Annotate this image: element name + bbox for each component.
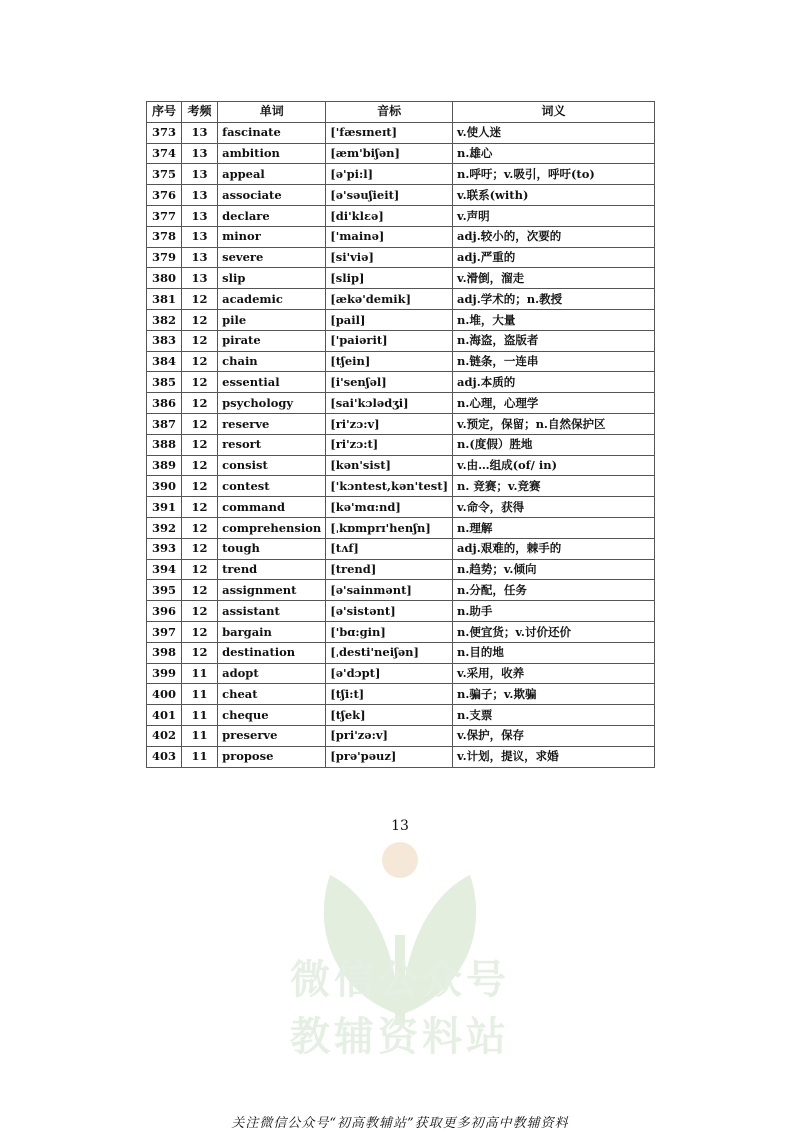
row-frequency: 12 — [181, 538, 217, 559]
row-word: essential — [218, 372, 326, 393]
row-number: 396 — [147, 601, 182, 622]
row-word: minor — [218, 226, 326, 247]
table-row — [147, 122, 655, 143]
table-row — [147, 705, 655, 726]
row-phonetic: [ækə'demik] — [326, 289, 453, 310]
row-number: 394 — [147, 559, 182, 580]
row-phonetic: [sai'kɔlədʒi] — [326, 393, 453, 414]
row-meaning: adj.严重的 — [453, 247, 655, 268]
row-phonetic: [si'viə] — [326, 247, 453, 268]
row-word: assignment — [218, 580, 326, 601]
row-number: 399 — [147, 663, 182, 684]
table-row — [147, 725, 655, 746]
row-number: 379 — [147, 247, 182, 268]
table-row — [147, 455, 655, 476]
row-number: 381 — [147, 289, 182, 310]
row-word: associate — [218, 185, 326, 206]
row-word: psychology — [218, 393, 326, 414]
row-frequency: 12 — [181, 497, 217, 518]
row-number: 403 — [147, 746, 182, 767]
row-frequency: 13 — [181, 268, 217, 289]
table-row — [147, 497, 655, 518]
header-phonetic: 音标 — [326, 102, 453, 123]
row-phonetic: [ə'pi:l] — [326, 164, 453, 185]
row-meaning: n.趋势；v.倾向 — [453, 559, 655, 580]
row-number: 380 — [147, 268, 182, 289]
row-word: destination — [218, 642, 326, 663]
table-row — [147, 413, 655, 434]
row-meaning: adj.本质的 — [453, 372, 655, 393]
row-frequency: 13 — [181, 226, 217, 247]
row-word: academic — [218, 289, 326, 310]
row-number: 388 — [147, 434, 182, 455]
row-number: 376 — [147, 185, 182, 206]
row-phonetic: [ri'zɔ:v] — [326, 413, 453, 434]
table-row — [147, 663, 655, 684]
header-frequency: 考频 — [181, 102, 217, 123]
table-header-row — [147, 102, 655, 123]
table-row — [147, 247, 655, 268]
header-number: 序号 — [147, 102, 182, 123]
row-word: fascinate — [218, 122, 326, 143]
row-meaning: n.雄心 — [453, 143, 655, 164]
row-frequency: 12 — [181, 330, 217, 351]
row-meaning: v.由…组成(of/ in) — [453, 455, 655, 476]
row-word: command — [218, 497, 326, 518]
watermark-line-2: 教辅资料站 — [290, 1014, 510, 1060]
row-word: tough — [218, 538, 326, 559]
page-number: 13 — [391, 818, 409, 834]
row-meaning: n.支票 — [453, 705, 655, 726]
row-word: declare — [218, 205, 326, 226]
row-number: 385 — [147, 372, 182, 393]
row-frequency: 12 — [181, 351, 217, 372]
row-frequency: 11 — [181, 746, 217, 767]
row-word: bargain — [218, 621, 326, 642]
row-number: 383 — [147, 330, 182, 351]
row-number: 397 — [147, 621, 182, 642]
row-word: cheque — [218, 705, 326, 726]
row-meaning: n.(度假）胜地 — [453, 434, 655, 455]
row-word: pile — [218, 309, 326, 330]
row-phonetic: [æm'biʃən] — [326, 143, 453, 164]
row-number: 402 — [147, 725, 182, 746]
row-number: 377 — [147, 205, 182, 226]
watermark-line-1: 微信公众号 — [290, 957, 510, 1003]
row-meaning: adj.艰难的，棘手的 — [453, 538, 655, 559]
row-word: comprehension — [218, 517, 326, 538]
row-frequency: 11 — [181, 684, 217, 705]
row-frequency: 11 — [181, 705, 217, 726]
header-meaning: 词义 — [453, 102, 655, 123]
row-number: 389 — [147, 455, 182, 476]
table-row — [147, 205, 655, 226]
row-word: trend — [218, 559, 326, 580]
row-word: slip — [218, 268, 326, 289]
row-frequency: 13 — [181, 122, 217, 143]
row-meaning: adj.学术的；n.教授 — [453, 289, 655, 310]
row-number: 390 — [147, 476, 182, 497]
row-phonetic: [slip] — [326, 268, 453, 289]
row-phonetic: [ə'dɔpt] — [326, 663, 453, 684]
table-row — [147, 601, 655, 622]
row-phonetic: [ə'səuʃieit] — [326, 185, 453, 206]
row-phonetic: [tʌf] — [326, 538, 453, 559]
row-number: 400 — [147, 684, 182, 705]
table-row — [147, 289, 655, 310]
row-frequency: 13 — [181, 164, 217, 185]
row-meaning: v.预定，保留；n.自然保护区 — [453, 413, 655, 434]
row-phonetic: ['kɔntest,kən'test] — [326, 476, 453, 497]
row-frequency: 12 — [181, 455, 217, 476]
row-number: 374 — [147, 143, 182, 164]
row-phonetic: [tʃi:t] — [326, 684, 453, 705]
row-meaning: n.骗子；v.欺骗 — [453, 684, 655, 705]
table-row — [147, 746, 655, 767]
row-phonetic: ['mainə] — [326, 226, 453, 247]
row-number: 375 — [147, 164, 182, 185]
table-row — [147, 351, 655, 372]
row-phonetic: [tʃein] — [326, 351, 453, 372]
row-meaning: v.保护，保存 — [453, 725, 655, 746]
table-row — [147, 538, 655, 559]
row-frequency: 12 — [181, 309, 217, 330]
row-word: reserve — [218, 413, 326, 434]
table-row — [147, 559, 655, 580]
row-meaning: n.目的地 — [453, 642, 655, 663]
row-meaning: n.呼吁；v.吸引，呼吁(to) — [453, 164, 655, 185]
row-meaning: v.计划，提议，求婚 — [453, 746, 655, 767]
row-meaning: v.声明 — [453, 205, 655, 226]
footer-note: 关注微信公众号“初高教辅站”获取更多初高中教辅资料 — [231, 1116, 569, 1131]
row-phonetic: [prə'pəuz] — [326, 746, 453, 767]
row-meaning: v.采用，收养 — [453, 663, 655, 684]
row-phonetic: [ˌkɒmprɪ'henʃn] — [326, 517, 453, 538]
row-phonetic: ['fæsɪneɪt] — [326, 122, 453, 143]
row-frequency: 11 — [181, 725, 217, 746]
row-frequency: 13 — [181, 247, 217, 268]
row-phonetic: [ˌdesti'neiʃən] — [326, 642, 453, 663]
row-frequency: 12 — [181, 393, 217, 414]
row-frequency: 12 — [181, 289, 217, 310]
row-phonetic: ['paiərit] — [326, 330, 453, 351]
row-number: 392 — [147, 517, 182, 538]
row-meaning: n.理解 — [453, 517, 655, 538]
row-frequency: 12 — [181, 413, 217, 434]
row-phonetic: [pail] — [326, 309, 453, 330]
row-frequency: 12 — [181, 434, 217, 455]
row-phonetic: [kən'sist] — [326, 455, 453, 476]
row-meaning: adj.较小的，次要的 — [453, 226, 655, 247]
row-phonetic: [di'klɛə] — [326, 205, 453, 226]
row-number: 373 — [147, 122, 182, 143]
row-meaning: n.链条，一连串 — [453, 351, 655, 372]
table-row — [147, 309, 655, 330]
row-frequency: 12 — [181, 642, 217, 663]
table-row — [147, 580, 655, 601]
row-phonetic: [i'senʃəl] — [326, 372, 453, 393]
row-frequency: 12 — [181, 580, 217, 601]
table-row — [147, 226, 655, 247]
row-word: appeal — [218, 164, 326, 185]
table-row — [147, 268, 655, 289]
row-frequency: 13 — [181, 143, 217, 164]
row-number: 391 — [147, 497, 182, 518]
row-frequency: 11 — [181, 663, 217, 684]
row-word: cheat — [218, 684, 326, 705]
table-row — [147, 393, 655, 414]
vocabulary-table — [146, 101, 655, 768]
row-word: propose — [218, 746, 326, 767]
row-frequency: 12 — [181, 621, 217, 642]
row-phonetic: ['bɑ:gin] — [326, 621, 453, 642]
row-word: consist — [218, 455, 326, 476]
table-row — [147, 330, 655, 351]
header-word: 单词 — [218, 102, 326, 123]
row-number: 382 — [147, 309, 182, 330]
row-frequency: 13 — [181, 205, 217, 226]
row-frequency: 12 — [181, 476, 217, 497]
row-word: severe — [218, 247, 326, 268]
row-meaning: n.堆，大量 — [453, 309, 655, 330]
row-meaning: v.滑倒，溜走 — [453, 268, 655, 289]
row-word: pirate — [218, 330, 326, 351]
row-frequency: 12 — [181, 559, 217, 580]
row-meaning: n.分配，任务 — [453, 580, 655, 601]
row-phonetic: [ri'zɔ:t] — [326, 434, 453, 455]
table-row — [147, 434, 655, 455]
table-row — [147, 517, 655, 538]
row-meaning: n. 竞赛；v.竞赛 — [453, 476, 655, 497]
row-meaning: n.便宜货；v.讨价还价 — [453, 621, 655, 642]
row-number: 386 — [147, 393, 182, 414]
row-meaning: n.心理，心理学 — [453, 393, 655, 414]
row-word: contest — [218, 476, 326, 497]
row-number: 387 — [147, 413, 182, 434]
table-row — [147, 684, 655, 705]
row-phonetic: [tʃek] — [326, 705, 453, 726]
table-row — [147, 164, 655, 185]
row-number: 395 — [147, 580, 182, 601]
row-number: 393 — [147, 538, 182, 559]
row-meaning: v.联系(with) — [453, 185, 655, 206]
row-word: ambition — [218, 143, 326, 164]
row-meaning: n.海盗，盗版者 — [453, 330, 655, 351]
row-meaning: n.助手 — [453, 601, 655, 622]
row-frequency: 12 — [181, 372, 217, 393]
row-phonetic: [ə'sistənt] — [326, 601, 453, 622]
row-number: 398 — [147, 642, 182, 663]
row-word: resort — [218, 434, 326, 455]
table-row — [147, 642, 655, 663]
row-word: chain — [218, 351, 326, 372]
row-phonetic: [pri'zə:v] — [326, 725, 453, 746]
row-frequency: 13 — [181, 185, 217, 206]
row-frequency: 12 — [181, 517, 217, 538]
table-row — [147, 143, 655, 164]
row-number: 378 — [147, 226, 182, 247]
row-word: assistant — [218, 601, 326, 622]
row-meaning: v.命令，获得 — [453, 497, 655, 518]
row-phonetic: [trend] — [326, 559, 453, 580]
row-phonetic: [ə'sainmənt] — [326, 580, 453, 601]
row-number: 384 — [147, 351, 182, 372]
table-row — [147, 185, 655, 206]
table-row — [147, 372, 655, 393]
row-meaning: v.使人迷 — [453, 122, 655, 143]
table-row — [147, 621, 655, 642]
row-number: 401 — [147, 705, 182, 726]
row-word: preserve — [218, 725, 326, 746]
table-row — [147, 476, 655, 497]
row-phonetic: [kə'mɑ:nd] — [326, 497, 453, 518]
row-word: adopt — [218, 663, 326, 684]
row-frequency: 12 — [181, 601, 217, 622]
